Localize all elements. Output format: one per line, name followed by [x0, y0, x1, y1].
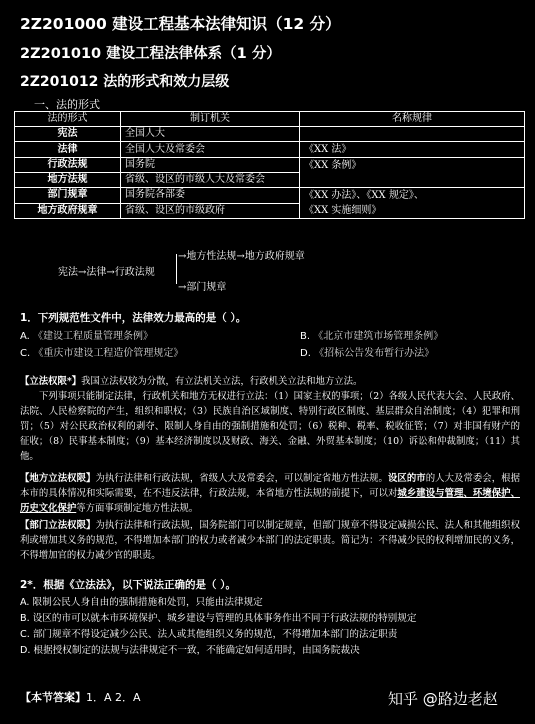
watermark: 知乎 @路边老赵 [388, 690, 498, 708]
para-text: 等方面事项制定地方性法规。 [76, 503, 199, 514]
para-body: 下列事项只能制定法律，行政机关和地方无权进行立法：（1）国家主权的事项；（2）各级人民代表大会、人民政府、法院、人民检察院的产生，组织和职权；（3）民族自治区域制度、特别行政区制度、基层群众自治制度；（4）犯罪和刑罚；（5）对公民政治权利的剥夺、限制人身自由的强制措施和处罚；（6）税种、税率、税收征管；（7）对非国有财产的征收；（8）民事基本制度；（9）基本经济制度以及财政、海关、金融、外贸基本制度；（10）诉讼和仲裁制度；（11）其他。 [20, 391, 520, 462]
para-emphasis: 设区的市 [387, 473, 426, 484]
para-tag: 【地方立法权限】 [20, 473, 96, 484]
name-cell: 《XX 法》 [300, 142, 525, 158]
form-cell: 宪法 [15, 127, 121, 142]
diagram-main-chain: 宪法→法律→行政法规 [58, 267, 155, 278]
org-cell: 省级、设区的市级人大及常委会 [121, 173, 300, 188]
subsection-heading: 一、法的形式 [34, 98, 100, 111]
option-text: 《建设工程质量管理条例》 [33, 331, 154, 342]
org-cell: 省级、设区的市级政府 [121, 203, 300, 219]
answer-tag: 【本节答案】 [20, 691, 86, 704]
para-intro: 我国立法权较为分散，有立法机关立法，行政机关立法和地方立法。 [81, 376, 363, 387]
q1-option-d [300, 344, 434, 359]
option-text: 《招标公告发布暂行办法》 [314, 348, 435, 359]
table-header-row [15, 112, 525, 127]
para-text: 为执行法律和行政法规，省级人大及常委会，可以制定省地方性法规。 [95, 473, 388, 484]
org-cell: 国务院各部委 [121, 188, 300, 204]
option-letter: A. [20, 331, 30, 342]
table-header: 名称规律 [300, 112, 525, 127]
q1-option-a [20, 327, 153, 342]
legislative-authority-paragraph [20, 374, 520, 464]
name-line: 《XX 办法》、《XX 规定》、 [304, 190, 424, 201]
form-cell: 地方法规 [15, 173, 121, 188]
law-forms-table [14, 111, 525, 219]
subsection-title: 2Z201012 法的形式和效力层级 [20, 74, 230, 90]
option-letter: A. [20, 597, 30, 608]
para-tag: 【立法权限*】 [20, 376, 82, 387]
question-2-stem: 2*．根据《立法法》，以下说法正确的是（ ）。 [20, 579, 236, 591]
diagram-upper-branch: →地方性法规→地方政府规章 [178, 251, 305, 262]
para-emphasis: 城乡建设与管理、环境保护、历史文化保护 [20, 488, 520, 514]
name-cell: 《XX 条例》 [300, 158, 525, 188]
chapter-title: 2Z201000 建设工程基本法律知识（12 分） [20, 15, 341, 33]
para-text: 的人大及常委会，根据本市的具体情况和实际需要，在不违反法律，行政法规，本省地方性法规的前提下，可以对 [20, 473, 520, 499]
name-line: 《XX 实施细则》 [304, 205, 382, 216]
option-letter: B. [20, 613, 30, 624]
org-cell: 全国人大 [121, 127, 300, 142]
org-cell: 全国人大及常委会 [121, 142, 300, 158]
table-row [15, 142, 525, 158]
org-cell: 国务院 [121, 158, 300, 173]
q2-option-c [20, 626, 397, 640]
table-row [15, 188, 525, 204]
table-row [15, 158, 525, 173]
para-text: 为执行法律和行政法规，国务院部门可以制定规章，但部门规章不得设定减损公民、法人和其他组织权利或增加其义务的规范，不得增加本部门的权力或者减少本部门的法定职责。简记为：不得减少民的权利增加民的义务，不得增加官的权力减少官的职责。 [20, 520, 520, 561]
q2-option-a [20, 594, 263, 608]
option-letter: B. [300, 331, 311, 342]
option-letter: C. [20, 348, 31, 359]
q1-option-b [300, 327, 443, 342]
option-text: 根据授权制定的法规与法律规定不一致，不能确定如何适用时，由国务院裁决 [33, 645, 360, 656]
q2-option-d [20, 642, 360, 656]
table-header: 制订机关 [121, 112, 300, 127]
para-tag: 【部门立法权限】 [20, 520, 96, 531]
q1-option-c [20, 344, 183, 359]
local-authority-paragraph [20, 471, 520, 516]
department-authority-paragraph [20, 518, 520, 563]
option-text: 限制公民人身自由的强制措施和处罚，只能由法律规定 [32, 597, 263, 608]
form-cell: 法律 [15, 142, 121, 158]
section-title: 2Z201010 建设工程法律体系（1 分） [20, 46, 281, 62]
answer-text: 1．A 2．A [86, 691, 141, 704]
option-letter: D. [300, 348, 311, 359]
option-letter: C. [20, 629, 30, 640]
table-header: 法的形式 [15, 112, 121, 127]
name-cell [300, 127, 525, 142]
form-cell: 地方政府规章 [15, 203, 121, 219]
option-letter: D. [20, 645, 31, 656]
name-cell [300, 188, 525, 219]
option-text: 《北京市建筑市场管理条例》 [313, 331, 444, 342]
diagram-lower-branch: →部门规章 [178, 282, 227, 293]
option-text: 《重庆市建设工程造价管理规定》 [33, 348, 184, 359]
option-text: 部门规章不得设定减少公民、法人或其他组织义务的规范，不得增加本部门的法定职责 [32, 629, 398, 640]
form-cell: 部门规章 [15, 188, 121, 204]
answer-key [20, 689, 141, 705]
diagram-branch-line [176, 254, 177, 284]
q2-option-b [20, 610, 416, 624]
form-cell: 行政法规 [15, 158, 121, 173]
table-row [15, 127, 525, 142]
option-text: 设区的市可以就本市环境保护、城乡建设与管理的具体事务作出不同于行政法规的特别规定 [32, 613, 417, 624]
question-1-stem: 1．下列规范性文件中，法律效力最高的是（ ）。 [20, 312, 247, 324]
